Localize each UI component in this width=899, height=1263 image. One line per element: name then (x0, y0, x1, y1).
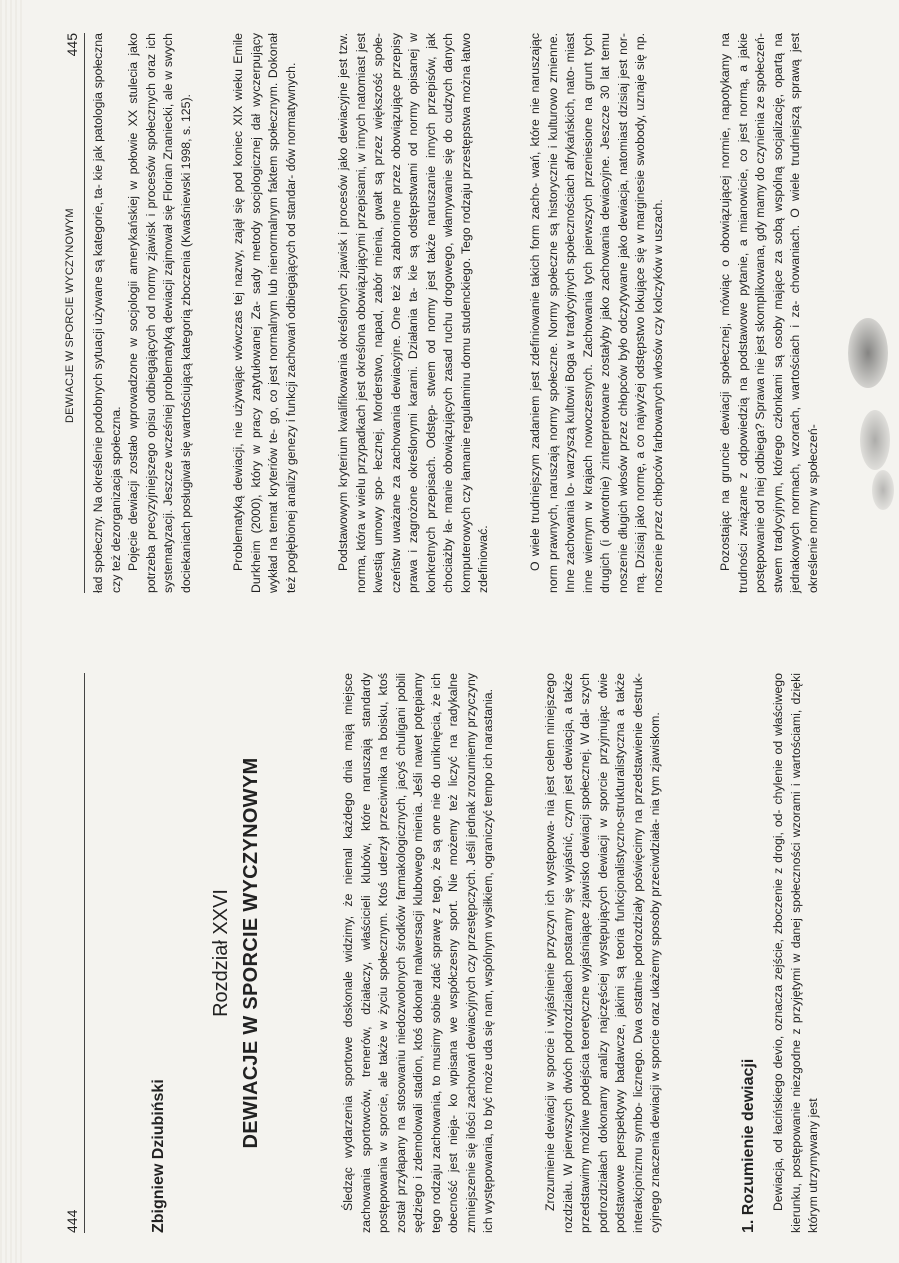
intro-paragraph-1: Śledząc wydarzenia sportowe doskonale widzimy, że niemal każdego dnia mają miejsce zachowania sportowców, trenerów, działaczy, właścicieli klubów, które naruszają standardy postępowania w sporcie, ale także w życiu społecznym. Ktoś uderzył przeciwnika na boisku, ktoś został przyłapany na stosowaniu niedozwolonych środków farmakologicznych, jacyś chuligani pobili sędziego i zdemolowali stadion, ktoś dokonał malwersacji klubowego mienia. Jeśli nawet potępiamy tego rodzaju zachowania, to musimy sobie zdać sprawę z tego, że są one nie do uniknięcia, że ich obecność jest nieja- ko wpisana we współczesny sport. Nie możemy też liczyć na radykalne zmniejszenie się ilości zachowań dewiacyjnych czy przestępczych. Jeśli jednak zrozumiemy przyczyny ich występowania, to być może uda się nam, wspólnym wysiłkiem, ograniczyć tempo ich narastania. (341, 673, 495, 1233)
header-rule-right (84, 33, 85, 593)
section-title: 1. Rozumienie dewiacji (740, 1058, 757, 1233)
left-page (40, 673, 830, 1233)
author-name: Zbigniew Dziubiński (150, 1079, 167, 1233)
body-paragraph-4: Podstawowym kryterium kwalifikowania określonych zjawisk i procesów jako dewiacyjne jest tzw. norma, która w wielu przypadkach jest określona obowiązującymi przepisami, w innych natomiast jest kwestią umowy spo- łecznej. Morderstwo, napad, zabór mienia, gwałt są przez większość społe- czeństw uważane za zachowania dewiacyjne. One też są zabronione przez obowiązujące przepisy prawa i zagrożone określonymi karami. Działania ta- kie są odstępstwami od normy opisanej w konkretnych przepisach. Odstęp- stwem od normy jest także naruszanie innych przepisów, jak chociażby ła- manie obowiązujących zasad ruchu drogowego, włamywanie się do cudzych danych komputerowych czy łamanie regulaminu domu studenckiego. Tego rodzaju przestępstwa można łatwo zdefiniować. (336, 33, 490, 593)
scan-smudge (872, 470, 894, 510)
body-paragraph-3: Problematyką dewiacji, nie używając wówczas tej nazwy, zajął się pod koniec XIX wieku Emile Durkheim (2000), który w pracy zatytułowanej Za- sady metody socjologicznej dał wyczerpujący wykład na temat kryteriów te- go, co jest normalnym lub nienormalnym faktem społecznym. Dokonał też pogłębionej analizy genezy i funkcji zachowań odbiegających od standar- dów normatywnych. (231, 33, 298, 593)
section-paragraph: Dewiacja, od łacińskiego devio, oznacza zejście, zboczenie z drogi, od- chylenie od właściwego kierunku, postępowanie niezgodne z przyjętymi w danej społeczności wzorami i wartościami, dzięki którym utrzymywany jest (771, 673, 820, 1233)
body-paragraph-1: ład społeczny. Na określenie podobnych sytuacji używane są kategorie, ta- kie jak patologia społeczna czy też dezorganizacja społeczna. (91, 33, 123, 593)
right-page (40, 33, 830, 593)
scan-smudge (848, 318, 888, 388)
chapter-title: DEWIACJE W SPORCIE WYCZYNOWYM (240, 757, 262, 1149)
body-paragraph-2: Pojęcie dewiacji zostało wprowadzone w socjologii amerykańskiej w połowie XX stulecia jako potrzeba precyzyjniejszego opisu odbiegających od normy zjawisk i procesów społecznych oraz ich systematyzacji. Jeszcze wcześniej problematyką dewiacji zajmował się Florian Znaniecki, ale w swych dociekaniach posługiwał się wartościującą kategorią zboczenia (Kwaśniewski 1998, s. 125). (126, 33, 193, 593)
page-number-right: 445 (64, 33, 80, 57)
scan-smudge (860, 410, 890, 470)
body-paragraph-5: O wiele trudniejszym zadaniem jest zdefiniowanie takich form zacho- wań, które nie naruszając norm prawnych, naruszają normy społeczne. Normy społeczne są historycznie i kulturowo zmienne. Inne zachowania lo- warzyszą kultowi Boga w tradycyjnych społecznościach afrykańskich, nato- miast inne wiernym w krajach nowoczesnych. Zachowania tych pierwszych przeniesione na grunt tych drugich (i odwrotnie) zinterpretowane zostałyby jako zachowania dewiacyjne. Jeszcze 30 lat temu noszenie długich włosów przez chłopców było odczytywane jako dewiacja, natomiast dzisiaj jest nor- mą. Dzisiaj jako normę, a co najwyżej odstępstwo lokujące się w marginesie swobody, uznaje się np. noszenie przez chłopców farbowanych włosów czy kolczyków w uszach. (528, 33, 665, 593)
running-head: DEWIACJE W SPORCIE WYCZYNOWYM (64, 208, 76, 423)
header-rule-left (84, 673, 85, 1233)
intro-paragraph-2: Zrozumienie dewiacji w sporcie i wyjaśnienie przyczyn ich występowa- nia jest celem niniejszego rozdziału. W pierwszych dwóch podrozdziałach postaramy się wyjaśnić, czym jest dewiacja, a także przedstawimy możliwe podejścia teoretyczne wyjaśniające zjawisko dewiacji społecznej. W dal- szych podrozdziałach dokonamy analizy najczęściej występujących dewiacji w sporcie przyjmując dwie podstawowe perspektywy badawcze, jakimi są teoria funkcjonalistyczno-strukturalistyczna a także interakcjonizmu symbo- licznego. Dwa ostatnie podrozdziały poświęcimy na przedstawienie destruk- cyjnego znaczenia dewiacji w sporcie oraz ukażemy sposoby przeciwdziała- nia tym zjawiskom. (543, 673, 662, 1233)
body-paragraph-6: Pozostając na gruncie dewiacji społecznej, mówiąc o obowiązującej normie, napotykamy na trudności związane z odpowiedzią na podstawowe pytanie, a mianowicie, co jest normą, a jakie postępowanie od niej odbiega? Sprawa nie jest skomplikowana, gdy mamy do czynienia ze społeczeń- stwem tradycyjnym, którego członkami są osoby mające za sobą wspólną socjalizację, opartą na jednakowych normach, wzorach, wartościach i za- chowaniach. O wiele trudniejszą sprawą jest określenie normy w społeczeń- (718, 33, 820, 593)
page-number-left: 444 (64, 1209, 80, 1233)
chapter-number: Rozdział XXVI (210, 889, 232, 1017)
